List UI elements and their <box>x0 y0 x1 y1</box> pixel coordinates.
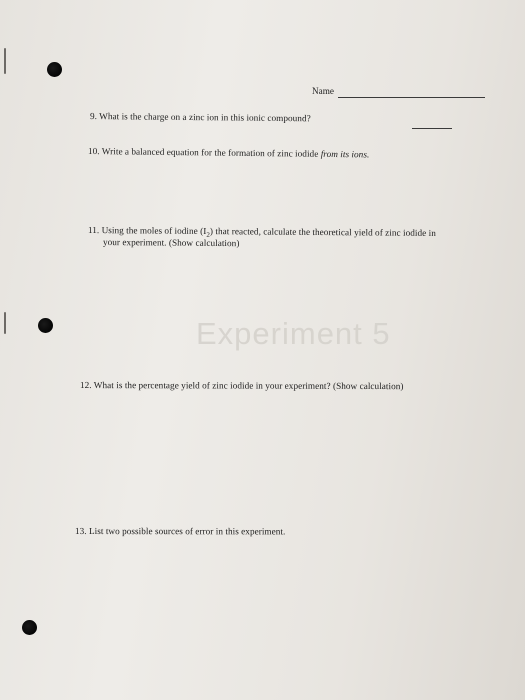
name-label: Name <box>312 86 334 96</box>
answer-blank-line <box>412 128 452 129</box>
binder-hole <box>47 62 62 77</box>
question-12: 12. What is the percentage yield of zinc iodide in your experiment? (Show calculation) <box>79 380 404 392</box>
question-11-text-b: ) that reacted, calculate the theoretical yield of zinc iodide in <box>209 226 436 239</box>
watermark-text: Experiment 5 <box>196 316 391 351</box>
name-blank-line <box>338 97 485 98</box>
question-11-text-a: 11. Using the moles of iodine (I <box>87 225 207 237</box>
question-10-italic-text: from its ions. <box>320 148 370 160</box>
question-10-text: 10. Write a balanced equation for the formation of zinc iodide <box>87 146 319 159</box>
question-13: 13. List two possible sources of error in this experiment. <box>74 526 286 537</box>
binder-hole <box>38 318 53 333</box>
question-11-line-2: your experiment. (Show calculation) <box>102 237 240 249</box>
binder-hole <box>22 620 37 635</box>
page-edge-mark <box>4 48 6 74</box>
page-edge-mark <box>4 312 6 334</box>
question-10 <box>88 146 369 159</box>
subscript: 2 <box>206 230 210 239</box>
question-9: 9. What is the charge on a zinc ion in this ionic compound? <box>89 111 311 124</box>
